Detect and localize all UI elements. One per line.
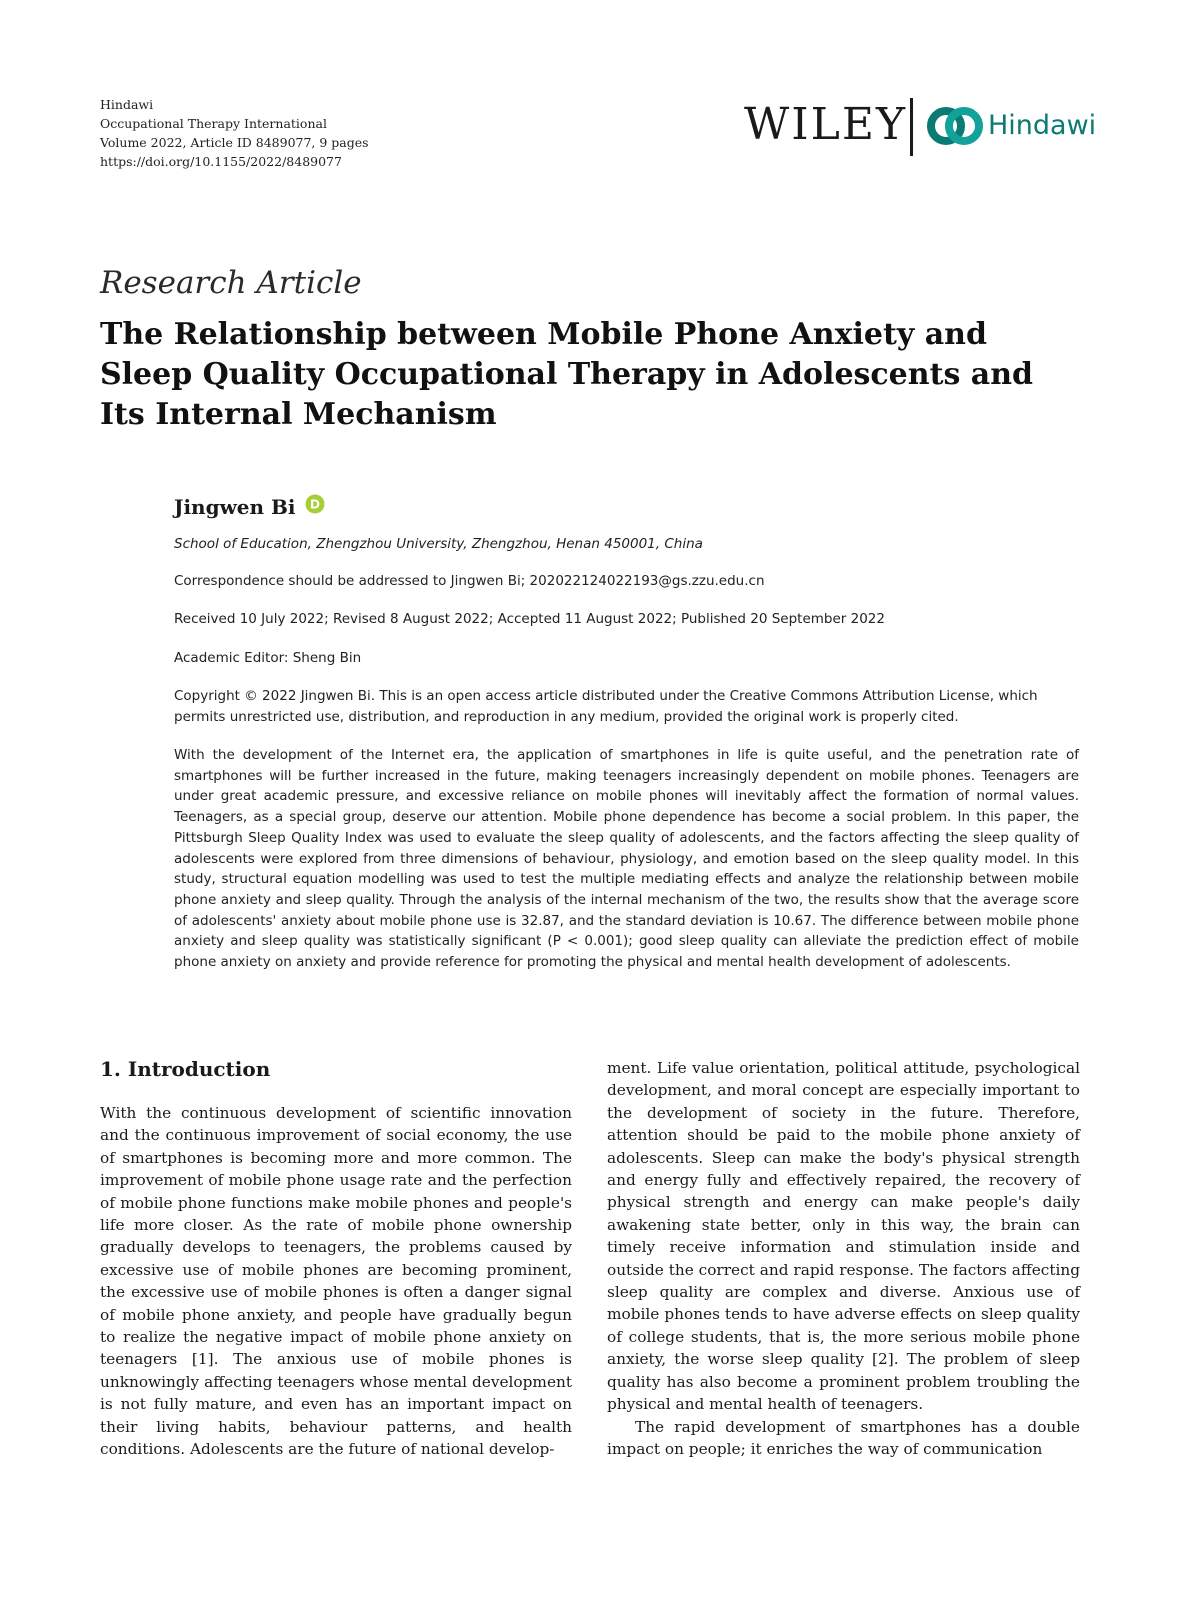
logo-divider (910, 98, 913, 156)
paragraph: ment. Life value orientation, political attitude, psychological development, and moral concept are especially important to the development of society in the future. Therefore, attention should be paid to the mobile phone anxiety of adolescents. Sleep can make the body's physical strength and energy fully and effectively repaired, the recovery of physical strength and energy can make people's daily awakening state better, only in this way, the brain can timely receive information and stimulation inside and outside the correct and rapid response. The factors affecting sleep quality are complex and diverse. Anxious use of mobile phones tends to have adverse effects on sleep quality of college students, that is, the more serious mobile phone anxiety, the worse sleep quality [2]. The problem of sleep quality has also become a prominent problem troubling the physical and mental health of teenagers. (607, 1059, 1080, 1414)
article-title: The Relationship between Mobile Phone Anxiety and Sleep Quality Occupational Therapy in Adolescents and Its Internal Mechanism (100, 317, 1034, 432)
hindawi-logo-icon (926, 106, 986, 146)
journal-metadata (100, 95, 369, 171)
academic-editor: Academic Editor: Sheng Bin (174, 650, 362, 666)
author-name[interactable]: Jingwen Bi (174, 495, 296, 519)
body-column-right (607, 1057, 1080, 1460)
journal-name: Occupational Therapy International (100, 116, 327, 131)
abstract: With the development of the Internet era, the application of smartphones in life is quite useful, and the penetration rate of smartphones will be further increased in the future, making teenagers increasingly dependent on mobile phones. Teenagers are under great academic pressure, and excessive reliance on mobile phones will inevitably affect the formation of normal values. Teenagers, as a special group, deserve our attention. Mobile phone dependence has become a social problem. In this paper, the Pittsburgh Sleep Quality Index was used to evaluate the sleep quality of adolescents, and the factors affecting the sleep quality of adolescents were explored from three dimensions of behaviour, physiology, and emotion based on the sleep quality model. In this study, structural equation modelling was used to test the multiple mediating effects and analyze the relationship between mobile phone anxiety and sleep quality. Through the analysis of the internal mechanism of the two, the results show that the average score of adolescents' anxiety about mobile phone use is 32.87, and the standard deviation is 10.67. The difference between mobile phone anxiety and sleep quality was statistically significant (P < 0.001); good sleep quality can alleviate the prediction effect of mobile phone anxiety on anxiety and provide reference for promoting the physical and mental health development of adolescents. (174, 747, 1079, 971)
hindawi-logo-text: Hindawi (988, 110, 1097, 141)
article-type: Research Article (100, 265, 362, 301)
body-column-left (100, 1102, 572, 1461)
orcid-icon[interactable] (305, 494, 325, 520)
volume-info: Volume 2022, Article ID 8489077, 9 pages (100, 135, 369, 150)
correspondence: Correspondence should be addressed to Jingwen Bi; 202022124022193@gs.zzu.edu.cn (174, 573, 765, 589)
paragraph: With the continuous development of scientific innovation and the continuous improvement of social economy, the use of smartphones is becoming more and more common. The improvement of mobile phone usage rate and the perfection of mobile phone functions make mobile phones and people's life more closer. As the rate of mobile phone ownership gradually develops to teenagers, the problems caused by excessive use of mobile phones are becoming prominent, the excessive use of mobile phones is often a danger signal of mobile phone anxiety, and people have gradually begun to realize the negative impact of mobile phone anxiety on teenagers [1]. The anxious use of mobile phones is unknowingly affecting teenagers whose mental development is not fully mature, and even has an important impact on their living habits, behaviour patterns, and health conditions. Adolescents are the future of national develop- (100, 1104, 572, 1459)
wiley-logo: WILEY (744, 99, 907, 150)
publisher-name: Hindawi (100, 97, 154, 112)
svg-text:D: D (309, 497, 320, 511)
publication-dates: Received 10 July 2022; Revised 8 August 2022; Accepted 11 August 2022; Published 20 September 2022 (174, 611, 885, 627)
doi-link[interactable]: https://doi.org/10.1155/2022/8489077 (100, 154, 342, 169)
author-line (174, 494, 325, 520)
affiliation: School of Education, Zhengzhou University, Zhengzhou, Henan 450001, China (174, 536, 703, 552)
section-heading-introduction: 1. Introduction (100, 1057, 271, 1081)
copyright-notice: Copyright © 2022 Jingwen Bi. This is an open access article distributed under the Creative Commons Attribution License, which permits unrestricted use, distribution, and reproduction in any medium, provided the original work is properly cited. (174, 688, 1038, 725)
publisher-logos (744, 98, 1104, 158)
paragraph: The rapid development of smartphones has a double impact on people; it enriches the way of communication (607, 1417, 1080, 1458)
